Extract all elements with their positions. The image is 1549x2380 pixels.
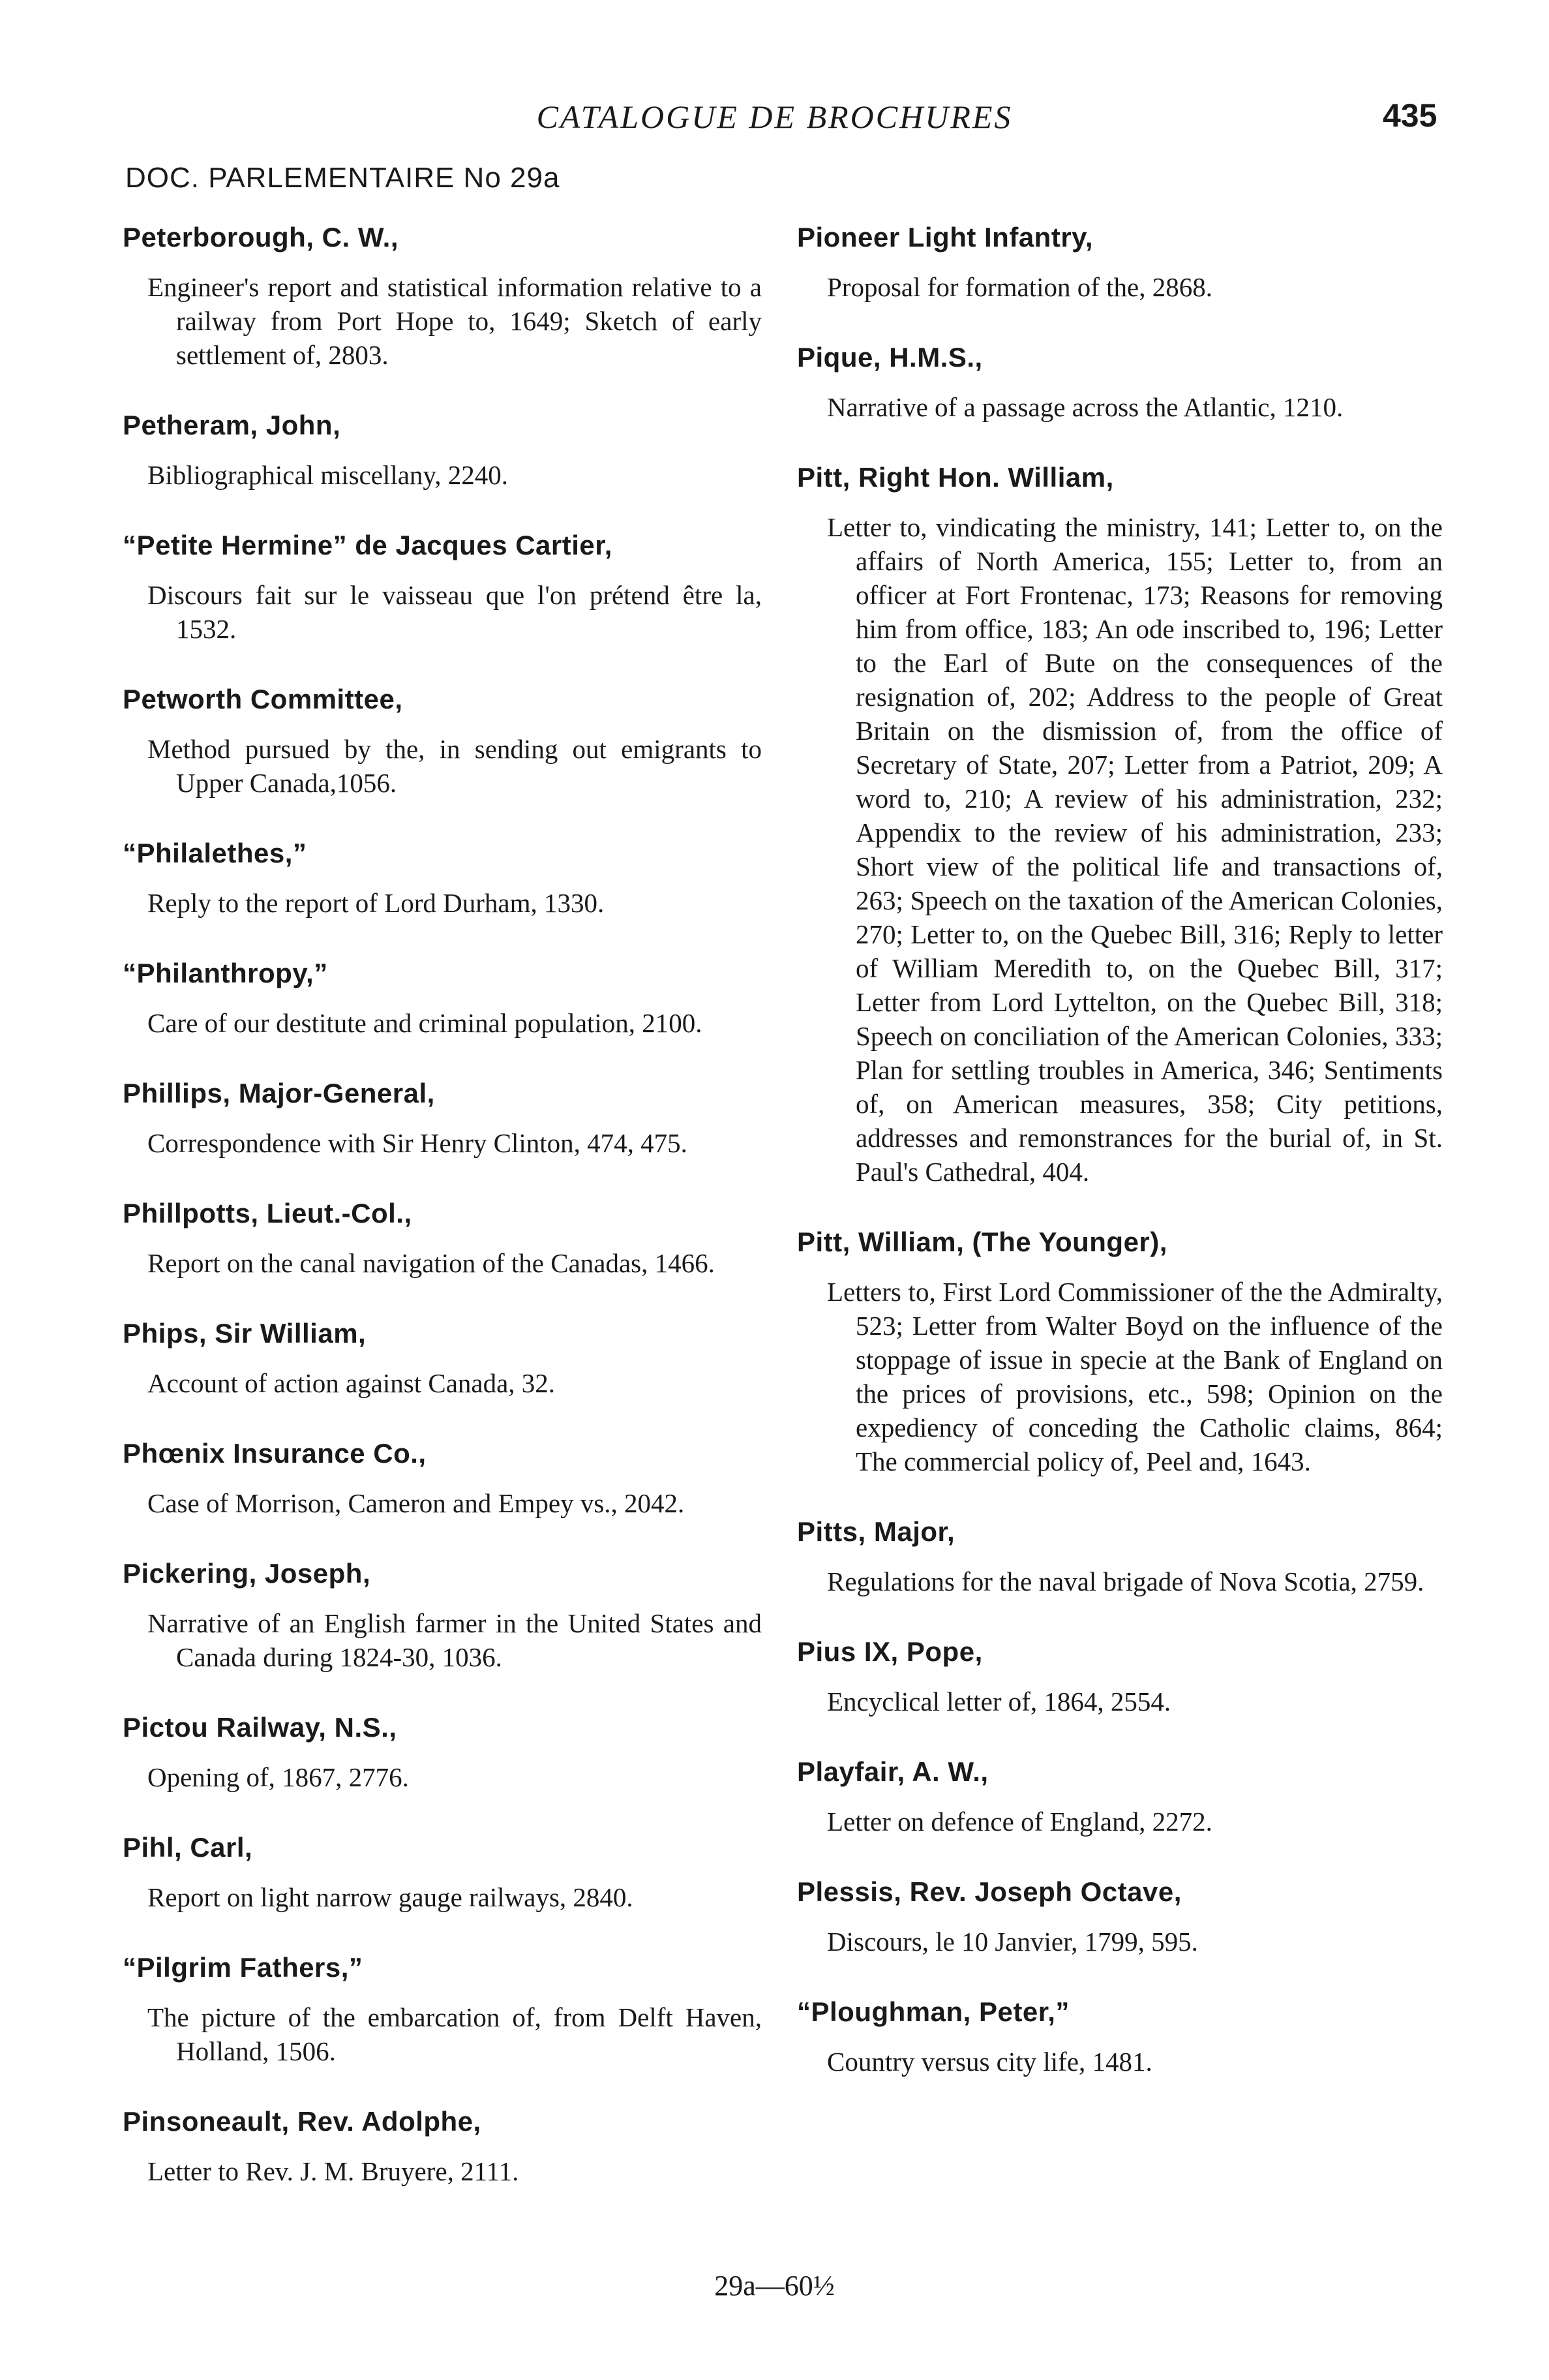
index-entry: [123, 1557, 762, 1674]
entry-heading: “Philanthropy,”: [123, 958, 328, 988]
index-entry: [123, 408, 762, 492]
index-entry: [797, 461, 1443, 1189]
entry-body: Account of action against Canada, 32.: [147, 1368, 556, 1398]
entry-body: Bibliographical miscellany, 2240.: [147, 460, 508, 490]
left-column: [123, 221, 762, 2225]
index-entry: [123, 1711, 762, 1794]
entry-heading: Phillpotts, Lieut.-Col.,: [123, 1198, 412, 1228]
entry-heading: Pitt, Right Hon. William,: [797, 462, 1114, 493]
entry-body: The picture of the embarcation of, from Delft Haven, Holland, 1506.: [147, 2002, 762, 2066]
entry-body: Correspondence with Sir Henry Clinton, 474, 475.: [147, 1128, 687, 1158]
entry-heading: Phillips, Major-General,: [123, 1078, 435, 1108]
entry-heading: Playfair, A. W.,: [797, 1756, 989, 1787]
entry-body: Reply to the report of Lord Durham, 1330.: [147, 888, 605, 918]
entry-body: Narrative of a passage across the Atlantic, 1210.: [827, 392, 1344, 422]
entry-heading: Pioneer Light Infantry,: [797, 222, 1094, 252]
index-entry: [123, 1076, 762, 1160]
index-entry: [123, 956, 762, 1040]
entry-body: Opening of, 1867, 2776.: [147, 1762, 409, 1792]
index-entry: [123, 836, 762, 920]
entry-body: Method pursued by the, in sending out emigrants to Upper Canada,1056.: [147, 734, 762, 798]
entry-heading: Peterborough, C. W.,: [123, 222, 399, 252]
entry-heading: “Petite Hermine” de Jacques Cartier,: [123, 530, 612, 560]
entry-heading: Pius IX, Pope,: [797, 1636, 983, 1667]
running-header-title: CATALOGUE DE BROCHURES: [536, 99, 1013, 135]
entry-body: Regulations for the naval brigade of Nova Scotia, 2759.: [827, 1566, 1424, 1596]
entry-body: Letter on defence of England, 2272.: [827, 1807, 1212, 1837]
entry-heading: Plessis, Rev. Joseph Octave,: [797, 1876, 1182, 1907]
entry-heading: Pitts, Major,: [797, 1516, 955, 1547]
entry-body: Discours, le 10 Janvier, 1799, 595.: [827, 1927, 1198, 1957]
entry-heading: Pitt, William, (The Younger),: [797, 1227, 1167, 1257]
entry-heading: Pickering, Joseph,: [123, 1558, 371, 1589]
entry-heading: Pinsoneault, Rev. Adolphe,: [123, 2106, 481, 2137]
document-label: DOC. PARLEMENTAIRE No 29a: [125, 162, 560, 194]
entry-body: Discours fait sur le vaisseau que l'on prétend être la, 1532.: [147, 580, 762, 644]
entry-body: Letter to, vindicating the ministry, 141; Letter to, on the affairs of North America, 155; Letter to, from an officer at Fort Frontenac, 173; Reasons for removing him from office, 183; An ode inscribed to, 196; Letter to the Earl of Bute on the consequences of the resignation of, 202; Address to the people of Great Britain on the dismission of, from the office of Secretary of State, 207; Letter from a Patriot, 209; A word to, 210; A review of his administration, 232; Appendix to the review of his administration, 233; Short view of the political life and transactions of, 263; Speech on the taxation of the American Colonies, 270; Letter to, on the Quebec Bill, 316; Reply to letter of William Meredith to, on the Quebec Bill, 317; Letter from Lord Lyttelton, on the Quebec Bill, 318; Speech on conciliation of the American Colonies, 333; Plan for settling troubles in America, 346; Sentiments of, on American measures, 358; City petitions, addresses and remonstrances for the burial of, in St. Paul's Cathedral, 404.: [827, 512, 1443, 1187]
entry-heading: Pictou Railway, N.S.,: [123, 1712, 397, 1743]
entry-heading: Pihl, Carl,: [123, 1832, 253, 1863]
entry-heading: “Pilgrim Fathers,”: [123, 1952, 363, 1983]
entry-body: Care of our destitute and criminal population, 2100.: [147, 1008, 702, 1038]
entry-body: Narrative of an English farmer in the United States and Canada during 1824-30, 1036.: [147, 1608, 762, 1672]
entry-body: Proposal for formation of the, 2868.: [827, 272, 1212, 302]
entry-body: Engineer's report and statistical information relative to a railway from Port Hope to, 1649; Sketch of early settlement of, 2803.: [147, 272, 762, 370]
index-entry: [123, 682, 762, 800]
entry-heading: Petworth Committee,: [123, 684, 403, 714]
entry-heading: “Philalethes,”: [123, 838, 307, 868]
entry-heading: Pique, H.M.S.,: [797, 342, 983, 373]
index-entry: [123, 1197, 762, 1280]
page-number: 435: [1383, 97, 1437, 134]
index-entry: [123, 528, 762, 646]
entry-body: Encyclical letter of, 1864, 2554.: [827, 1686, 1171, 1716]
entry-heading: Petheram, John,: [123, 410, 341, 440]
entry-body: Case of Morrison, Cameron and Empey vs., 2042.: [147, 1488, 685, 1518]
index-entry: [797, 341, 1443, 424]
entry-body: Country versus city life, 1481.: [827, 2047, 1152, 2077]
index-entry: [797, 221, 1443, 304]
signature-mark: 29a—60½: [714, 2270, 835, 2302]
index-entry: [797, 1995, 1443, 2079]
index-entry: [123, 1317, 762, 1400]
index-entry: [123, 1951, 762, 2068]
index-entry: [797, 1225, 1443, 1478]
index-entry: [123, 1437, 762, 1520]
index-entry: [797, 1875, 1443, 1959]
index-entry: [123, 1831, 762, 1914]
right-column: [797, 221, 1443, 2115]
index-entry: [797, 1755, 1443, 1838]
index-entry: [797, 1635, 1443, 1718]
index-entry: [123, 221, 762, 372]
entry-heading: Phips, Sir William,: [123, 1318, 367, 1349]
entry-body: Report on light narrow gauge railways, 2840.: [147, 1882, 633, 1912]
index-entry: [797, 1515, 1443, 1598]
entry-body: Report on the canal navigation of the Canadas, 1466.: [147, 1248, 715, 1278]
entry-body: Letter to Rev. J. M. Bruyere, 2111.: [147, 2156, 519, 2186]
entry-heading: Phœnix Insurance Co.,: [123, 1438, 427, 1469]
index-entry: [123, 2105, 762, 2188]
entry-body: Letters to, First Lord Commissioner of the the Admiralty, 523; Letter from Walter Boyd on the influence of the stoppage of issue in specie at the Bank of England on the prices of provisions, etc., 598; Opinion on the expediency of conceding the Catholic claims, 864; The commercial policy of, Peel and, 1643.: [827, 1277, 1443, 1476]
entry-heading: “Ploughman, Peter,”: [797, 1996, 1070, 2027]
